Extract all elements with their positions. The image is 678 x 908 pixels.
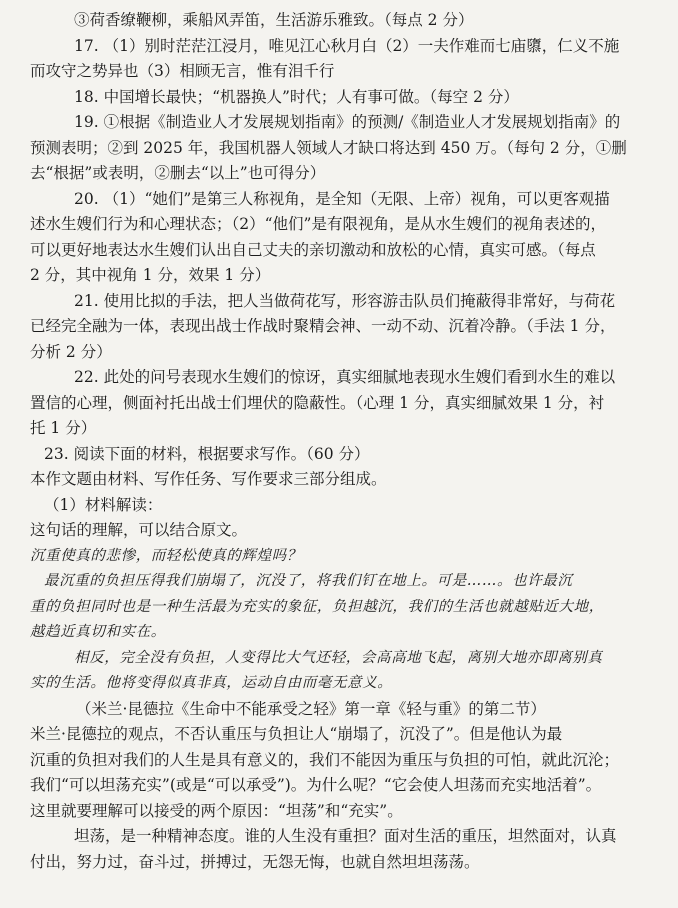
answer-19-line-1: 19. ①根据《制造业人才发展规划指南》的预测/《制造业人才发展规划指南》的 bbox=[74, 113, 621, 131]
answer-20-line-2: 述水生嫂们行为和心理状态；（2）“他们”是有限视角，是从水生嫂们的视角表述的， bbox=[30, 215, 606, 233]
answer-17-line-1: 17. （1）别时茫茫江浸月，唯见江心秋月白（2）一夫作难而七庙隳，仁义不施 bbox=[74, 36, 620, 55]
answer-21-line-3: 分析 2 分） bbox=[30, 342, 112, 361]
material-interpretation-text: 这句话的理解，可以结合原文。 bbox=[30, 521, 248, 539]
question-23-heading: 23. 阅读下面的材料，根据要求写作。（60 分） bbox=[44, 444, 370, 463]
analysis-line-3: 我们“可以坦荡充实”(或是“可以承受”)。为什么呢？“它会使人坦荡而充实地活着”。 bbox=[30, 776, 602, 794]
analysis-line-4: 这里就要理解可以接受的两个原因：“坦荡”和“充实”。 bbox=[30, 801, 403, 820]
material-interpretation-heading: （1）材料解读： bbox=[44, 495, 163, 514]
analysis-line-1: 米兰·昆德拉的观点，不否认重压与负担让人“崩塌了，沉没了”。但是他认为最 bbox=[30, 725, 563, 743]
question-23-intro: 本作文题由材料、写作任务、写作要求三部分组成。 bbox=[30, 470, 387, 488]
quote-line-5: 相反，完全没有负担，人变得比大气还轻，会高高地飞起，离别大地亦即离别真 bbox=[74, 649, 603, 666]
answer-20-line-3: 可以更好地表达水生嫂们认出自己丈夫的亲切激动和放松的心情，真实可感。（每点 bbox=[30, 240, 596, 259]
quote-line-6: 实的生活。他将变得似真非真，运动自由而毫无意义。 bbox=[30, 675, 393, 691]
answer-19-line-3: 去“根据”或表明，②删去“以上”也可得分） bbox=[30, 164, 326, 182]
answer-22-line-3: 托 1 分） bbox=[30, 419, 97, 437]
analysis-line-2: 沉重的负担对我们的人生是具有意义的，我们不能因为重压与负担的可怕，就此沉沦； bbox=[30, 750, 620, 769]
answer-19-line-2: 预测表明；②到 2025 年，我国机器人领域人才缺口将达到 450 万。（每句 2 分，①删 bbox=[30, 138, 627, 157]
answer-17-line-2: 而攻守之势异也（3）相顾无言，惟有泪千行 bbox=[30, 62, 335, 80]
analysis-line-6: 付出，努力过，奋斗过，拼搏过，无怨无悔，也就自然坦坦荡荡。 bbox=[30, 852, 480, 871]
answer-16-point-3: ③荷香缭鞭柳，乘船风弄笛，生活游乐雅致。（每点 2 分） bbox=[74, 11, 474, 29]
quote-source: （米兰·昆德拉《生命中不能承受之轻》第一章《轻与重》的第二节） bbox=[76, 699, 546, 718]
answer-20-line-4: 2 分，其中视角 1 分，效果 1 分） bbox=[30, 266, 271, 284]
answer-22-line-1: 22. 此处的问号表现水生嫂们的惊讶，真实细腻地表现水生嫂们看到水生的难以 bbox=[74, 368, 616, 386]
answer-20-line-1: 20. （1）“她们”是第三人称视角，是全知（无限、上帝）视角，可以更客观描 bbox=[74, 189, 610, 208]
answer-21-line-1: 21. 使用比拟的手法，把人当做荷花写，形容游击队员们掩蔽得非常好，与荷花 bbox=[74, 291, 616, 310]
analysis-line-5: 坦荡，是一种精神态度。谁的人生没有重担？面对生活的重压，坦然面对，认真 bbox=[74, 827, 617, 845]
quote-line-2: 最沉重的负担压得我们崩塌了，沉没了，将我们钉在地上。可是……。也许最沉 bbox=[44, 573, 573, 589]
quote-line-3: 重的负担同时也是一种生活最为充实的象征，负担越沉，我们的生活也就越贴近大地， bbox=[30, 598, 604, 615]
answer-22-line-2: 置信的心理，侧面衬托出战士们埋伏的隐蔽性。（心理 1 分，真实细腻效果 1 分，衬 bbox=[30, 393, 605, 412]
answer-21-line-2: 已经完全融为一体，表现出战士作战时聚精会神、一动不动、沉着冷静。（手法 1 分， bbox=[30, 317, 616, 335]
quote-line-1: 沉重使真的悲惨，而轻松使真的辉煌吗？ bbox=[30, 547, 302, 564]
quote-line-4: 越趋近真切和实在。 bbox=[30, 624, 166, 640]
answer-18: 18. 中国增长最快；“机器换人”时代；人有事可做。（每空 2 分） bbox=[74, 87, 519, 106]
